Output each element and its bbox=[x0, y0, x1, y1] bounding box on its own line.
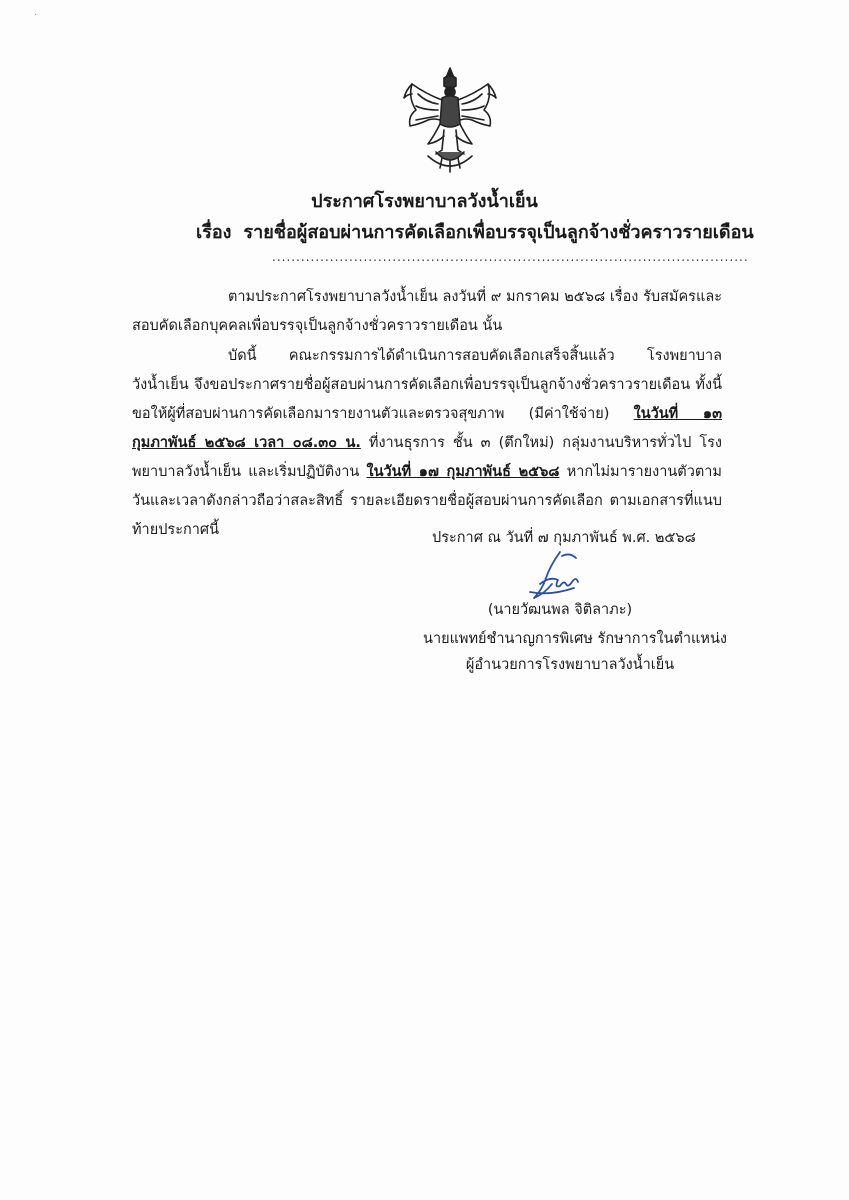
paragraph-1-text: ตามประกาศโรงพยาบาลวังน้ำเย็น ลงวันที่ ๙ มกราคม ๒๕๖๘ เรื่อง รับสมัครและสอบคัดเลือกบุคคลเพื่อบรรจุเป็นลูกจ้างชั่วคราวรายเดือน นั้น bbox=[132, 289, 722, 334]
subject-label: เรื่อง bbox=[196, 222, 232, 243]
signer-position: นายแพทย์ชำนาญการพิเศษ รักษาการในตำแหน่ง bbox=[423, 631, 727, 647]
subject-text: รายชื่อผู้สอบผ่านการคัดเลือกเพื่อบรรจุเป็นลูกจ้างชั่วคราวรายเดือน bbox=[243, 222, 754, 243]
paragraph-2-text-1: บัดนี้ คณะกรรมการได้ดำเนินการสอบคัดเลือกเสร็จสิ้นแล้ว โรงพยาบาลวังน้ำเย็น จึงขอประกาศรายชื่อผู้สอบผ่านการคัดเลือกเพื่อบรรจุเป็นลูกจ้างชั่วคราวรายเดือน ทั้งนี้ขอให้ผู้ที่สอบผ่านการคัดเลือกมารายงานตัวและตรวจสุขภาพ (มีค่าใช้จ่าย) bbox=[132, 348, 722, 422]
paragraph-2-text-3: หากไม่มารายงานตัวตามวันและเวลาดังกล่าวถือว่าสละสิทธิ์ รายละเอียดรายชื่อผู้สอบผ่านการคัดเลือก ตามเอกสารที่แนบท้ายประกาศนี้ bbox=[132, 464, 722, 538]
paragraph-2-text-2: ที่งานธุรการ ชั้น ๓ (ตึกใหม่) กลุ่มงานบริหารทั่วไป โรงพยาบาลวังน้ำเย็น และเริ่มปฏิบัติงาน bbox=[132, 435, 722, 480]
scan-speck: · bbox=[34, 10, 38, 21]
signer-organization: ผู้อำนวยการโรงพยาบาลวังน้ำเย็น bbox=[465, 657, 675, 673]
body-paragraph-2 bbox=[132, 342, 722, 545]
start-date: ในวันที่ ๑๗ กุมภาพันธ์ ๒๕๖๘ bbox=[366, 464, 560, 480]
announcement-subject bbox=[196, 221, 756, 245]
announcement-title: ประกาศโรงพยาบาลวังน้ำเย็น bbox=[311, 191, 538, 212]
report-datetime: ในวันที่ ๑๓ กุมภาพันธ์ ๒๕๖๘ เวลา ๐๘.๓๐ น. bbox=[132, 406, 722, 451]
garuda-emblem-icon bbox=[398, 64, 502, 174]
announcement-date: ประกาศ ณ วันที่ ๗ กุมภาพันธ์ พ.ศ. ๒๕๖๘ bbox=[432, 530, 696, 546]
dotted-separator: ................................................................................................... bbox=[272, 250, 749, 264]
signer-name: (นายวัฒนพล จิติลาภะ) bbox=[487, 602, 633, 618]
body-paragraph-1 bbox=[132, 283, 722, 341]
